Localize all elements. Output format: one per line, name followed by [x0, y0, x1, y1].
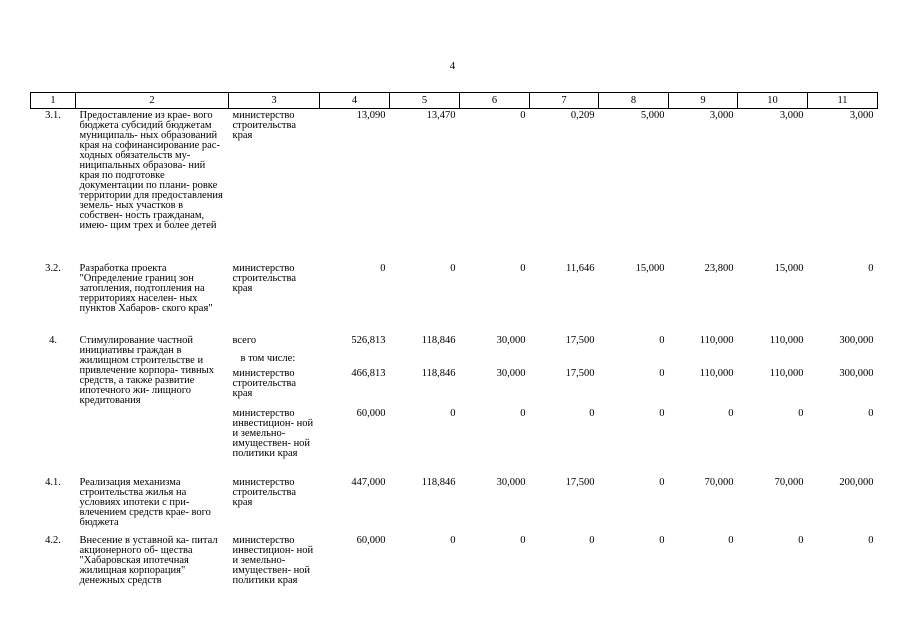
header-col-10: 10 — [738, 93, 808, 109]
header-col-6: 6 — [460, 93, 530, 109]
value-cell: 0 — [798, 408, 804, 419]
value-cell: 0 — [450, 408, 456, 419]
value-cell: 0 — [868, 408, 874, 419]
row-name: Реализация механизма строительства жилья на условиях ипотеки с при- влечением средств крае- вого бюджета — [79, 477, 211, 528]
row-number: 4.2. — [45, 535, 61, 546]
page-number: 4 — [449, 60, 456, 72]
value-cell: 0 — [659, 477, 665, 488]
value-cell: 0 — [798, 535, 804, 546]
value-cell: 110,000 — [699, 335, 734, 346]
value-cell: 0 — [520, 263, 526, 274]
row-executor: министерство строительства края — [232, 110, 297, 141]
value-cell: 0 — [589, 535, 595, 546]
value-cell: 0 — [728, 535, 734, 546]
value-cell: 300,000 — [839, 368, 874, 379]
value-cell: 17,500 — [565, 477, 595, 488]
value-cell: 30,000 — [496, 368, 526, 379]
value-cell: 0 — [450, 535, 456, 546]
header-col-5: 5 — [390, 93, 460, 109]
row-number: 4. — [49, 335, 57, 346]
value-cell: 110,000 — [769, 335, 804, 346]
value-cell: 0 — [659, 368, 665, 379]
row-name: Внесение в уставной ка- питал акционерного об- щества "Хабаровская ипотечная жилищная корпорация" денежных средств — [79, 535, 218, 586]
table-row-3-1 — [31, 109, 878, 265]
value-cell: 118,846 — [421, 368, 456, 379]
value-cell: 0,209 — [570, 110, 595, 121]
value-cell: 17,500 — [565, 335, 595, 346]
budget-table — [30, 92, 878, 586]
row-executor: министерство строительства края — [232, 263, 297, 294]
value-cell: 3,000 — [709, 110, 734, 121]
header-row — [31, 93, 878, 109]
value-cell: 200,000 — [839, 477, 874, 488]
value-cell: 13,090 — [356, 110, 386, 121]
header-col-3: 3 — [229, 93, 320, 109]
value-cell: 11,646 — [566, 263, 595, 274]
value-cell: 15,000 — [774, 263, 804, 274]
value-cell: 466,813 — [351, 368, 386, 379]
value-cell: 30,000 — [496, 335, 526, 346]
value-cell: 0 — [728, 408, 734, 419]
value-cell: 0 — [520, 408, 526, 419]
table-row-4-2 — [31, 536, 878, 586]
header-col-1: 1 — [31, 93, 76, 109]
header-col-7: 7 — [530, 93, 599, 109]
header-col-11: 11 — [808, 93, 878, 109]
value-cell: 30,000 — [496, 477, 526, 488]
value-cell: 70,000 — [704, 477, 734, 488]
value-cell: 447,000 — [351, 477, 386, 488]
value-cell: 526,813 — [351, 335, 386, 346]
value-cell: 15,000 — [635, 263, 665, 274]
value-cell: 0 — [450, 263, 456, 274]
value-cell: 5,000 — [640, 110, 665, 121]
value-cell: 110,000 — [699, 368, 734, 379]
value-cell: 300,000 — [839, 335, 874, 346]
header-col-4: 4 — [320, 93, 390, 109]
header-col-8: 8 — [599, 93, 669, 109]
value-cell: 118,846 — [421, 477, 456, 488]
row-number: 4.1. — [45, 477, 61, 488]
total-label: всего — [232, 335, 257, 346]
header-col-2: 2 — [76, 93, 229, 109]
value-cell: 0 — [589, 408, 595, 419]
value-cell: 0 — [868, 263, 874, 274]
value-cell: 3,000 — [849, 110, 874, 121]
value-cell: 0 — [380, 263, 386, 274]
row-name: Разработка проекта "Определение границ зон затопления, подтопления на территориях населен- ных пунктов Хабаров- ского края" — [79, 263, 213, 314]
row-name: Стимулирование частной инициативы граждан в жилищном строительстве и привлечение корпора- тивных средств, а также развитие ипотечного жи- лищного кредитования — [79, 335, 214, 406]
value-cell: 23,800 — [704, 263, 734, 274]
value-cell: 0 — [520, 110, 526, 121]
row-executor: министерство инвестицион- ной и земельно- имуществен- ной политики края — [232, 408, 314, 459]
table-row-4-total — [31, 336, 878, 369]
row-number: 3.1. — [45, 110, 61, 121]
value-cell: 70,000 — [774, 477, 804, 488]
row-executor-total — [229, 336, 320, 369]
sub-label: в том числе: — [240, 353, 296, 364]
row-number: 3.2. — [45, 263, 61, 274]
value-cell: 60,000 — [356, 408, 386, 419]
value-cell: 0 — [659, 408, 665, 419]
value-cell: 0 — [659, 335, 665, 346]
table-row-3-2 — [31, 264, 878, 336]
table-row-4-1 — [31, 478, 878, 536]
value-cell: 0 — [659, 535, 665, 546]
value-cell: 60,000 — [356, 535, 386, 546]
row-executor: министерство строительства края — [232, 368, 297, 399]
row-name: Предоставление из крае- вого бюджета субсидий бюджетам муниципаль- ных образований края на софинансирование рас- ходных обязательств му- ниципальных образова- ний края по подготовке документации по плани- ровке территории для предоставления земель- ных участков в собствен- ность гражданам, имею- щим трех и более детей — [79, 110, 223, 231]
value-cell: 118,846 — [421, 335, 456, 346]
value-cell: 0 — [520, 535, 526, 546]
value-cell: 17,500 — [565, 368, 595, 379]
row-executor: министерство строительства края — [232, 477, 297, 508]
value-cell: 13,470 — [426, 110, 456, 121]
value-cell: 0 — [868, 535, 874, 546]
value-cell: 110,000 — [769, 368, 804, 379]
value-cell: 3,000 — [779, 110, 804, 121]
row-executor: министерство инвестицион- ной и земельно- имуществен- ной политики края — [232, 535, 314, 586]
header-col-9: 9 — [669, 93, 738, 109]
